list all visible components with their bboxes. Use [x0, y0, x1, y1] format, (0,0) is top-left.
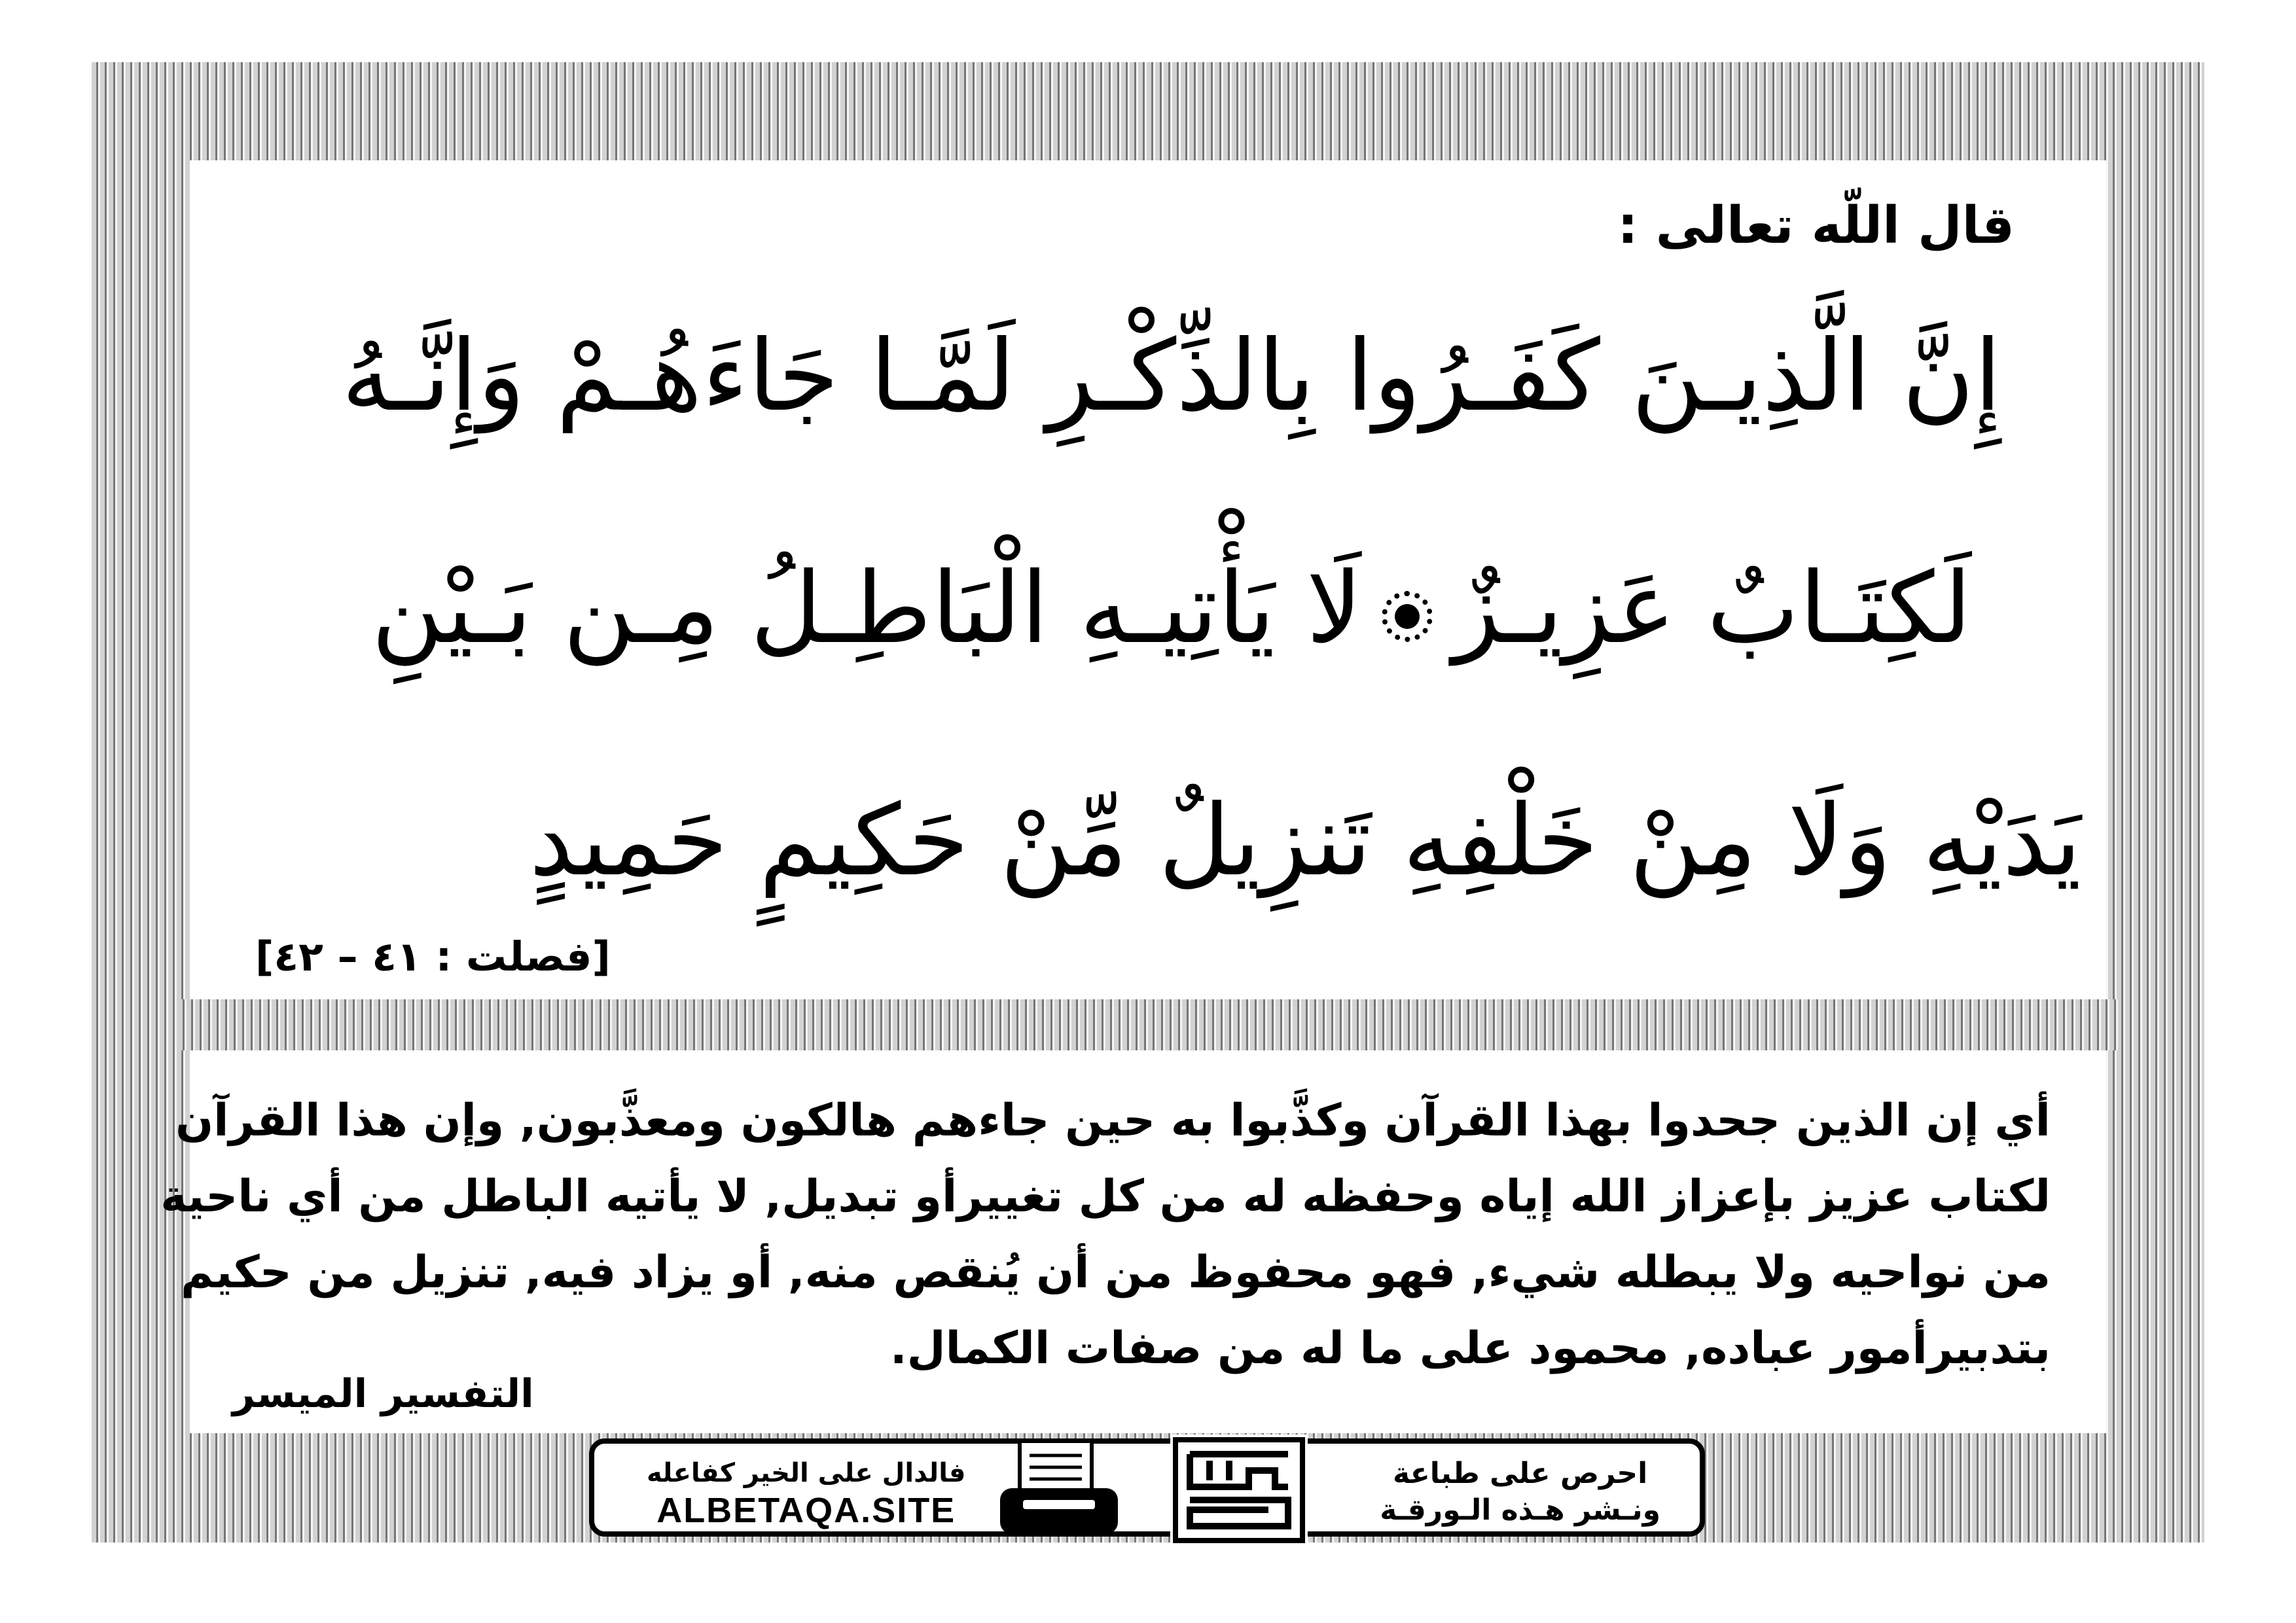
tafsir-text	[160, 1083, 2051, 1387]
tafsir-line-1: أي إن الذين جحدوا بهذا القرآن وكذَّبوا به حين جاءهم هالكون ومعذَّبون, وإن هذا القرآن	[175, 1095, 2051, 1147]
striped-separator	[178, 999, 2118, 1050]
verse-line-3: يَدَيْهِ وَلَا مِنْ خَلْفِهِ تَنزِيلٌ مِّنْ حَكِيمٍ حَمِيدٍ	[529, 784, 2081, 898]
tafsir-source: التفسير الميسر	[232, 1371, 534, 1417]
verse-end-marker-icon	[1382, 591, 1433, 642]
footer-appeal-line-1: احرص على طباعة	[1393, 1457, 1648, 1490]
tafsir-line-2: لكتاب عزيز بإعزاز الله إياه وحفظه له من كل تغييرأو تبديل, لا يأتيه الباطل من أي ناحية	[160, 1171, 2051, 1222]
footer-site-link[interactable]: ALBETAQA.SITE	[656, 1491, 956, 1530]
footer-tagline: فالدال على الخير كفاعله	[647, 1458, 966, 1488]
footer-banner	[589, 1438, 1705, 1537]
footer-appeal-line-2: ونـشر هـذه الـورقـة	[1380, 1493, 1660, 1527]
verse-line-1: إِنَّ الَّذِيـنَ كَفَـرُوا بِالذِّكْـرِ لَمَّـا جَاءَهُـمْ وَإِنَّـهُ	[341, 319, 2002, 433]
verse-line-2	[262, 552, 2081, 666]
printer-icon	[994, 1436, 1124, 1541]
tafsir-line-4: بتدبيرأمور عباده, محمود على ما له من صفات الكمال.	[889, 1323, 2051, 1374]
verse-line-2b: لَا يَأْتِيـهِ الْبَاطِـلُ مِـن بَـيْنِ	[371, 552, 1363, 666]
surah-reference: [فصلت : ٤١ – ٤٢]	[255, 933, 611, 980]
tafsir-line-3: من نواحيه ولا يبطله شيء, فهو محفوظ من أن يُنقص منه, أو يزاد فيه, تنزيل من حكيم	[181, 1247, 2051, 1298]
footer-print-appeal	[1380, 1455, 1660, 1529]
intro-heading: قال اللّه تعالى :	[1617, 196, 2015, 255]
verse-line-2a: لَكِتَـابٌ عَزِيـزٌ	[1452, 552, 1972, 666]
footer-site-block	[647, 1455, 965, 1530]
dawat-alwaraqa-logo-icon	[1170, 1435, 1308, 1546]
